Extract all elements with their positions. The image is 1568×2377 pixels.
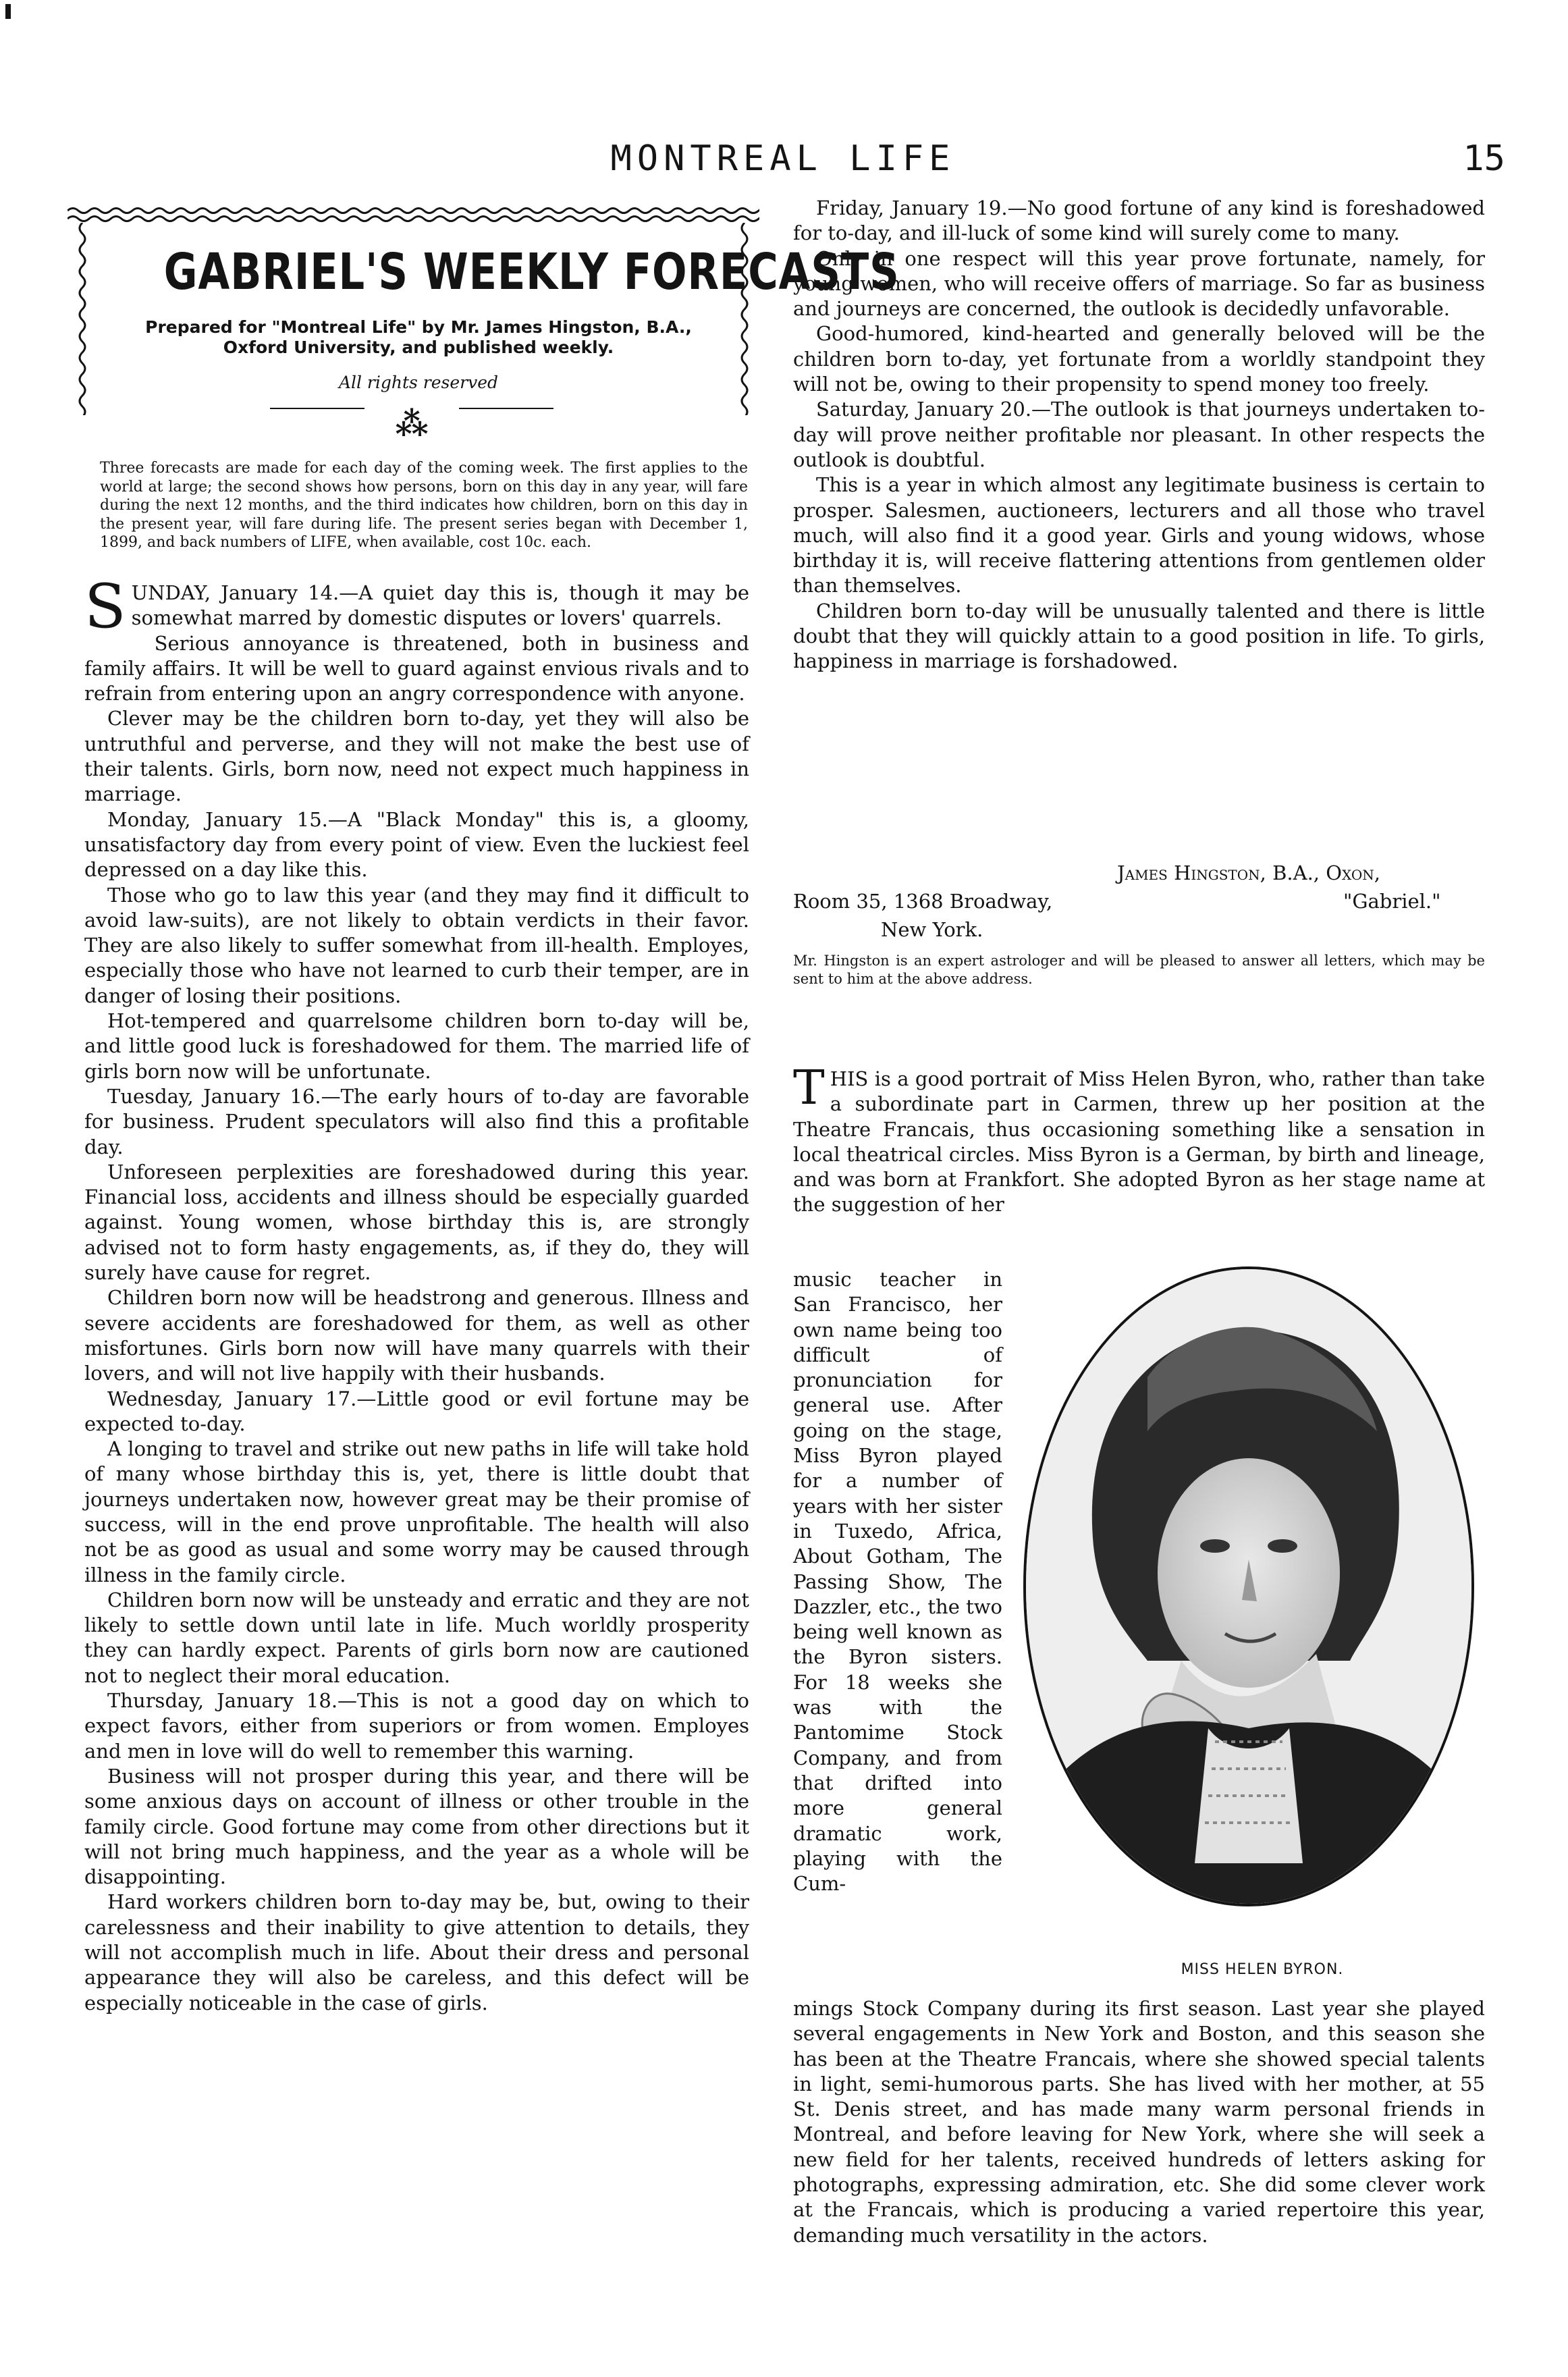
forecast-paragraph: Children born now will be headstrong and generous. Illness and severe accidents are foreshadowed for them, as well as other misfortunes. Girls born now will have many quarrels with their lovers, and will not live happily with their husbands.	[84, 1286, 749, 1385]
byron-bottom-text: mings Stock Company during its first season. Last year she played several engagements in New York and Boston, and this season she has been at the Theatre Francais, where she showed special talents in light, semi-humorous parts. She has lived with her mother, at 55 St. Denis street, and has made many warm personal friends in Montreal, and before leaving for New York, where she will seek a new field for her talents, received hundreds of letters asking for photographs, expressing admiration, etc. She did some clever work at the Francais, which is producing a varied repertoire this year, demanding much versatility in the actors.	[793, 1997, 1485, 2247]
wavy-border-left	[70, 223, 94, 415]
forecast-intro: Three forecasts are made for each day of the coming week. The first applies to the world at large; the second shows how persons, born on this day in any year, will fare during the next 12 months, and the third indicates how children, born on this day in the present year, will fare during life. The present series began with December 1, 1899, and back numbers of LIFE, when available, cost 10c. each.	[100, 460, 748, 551]
forecast-paragraph: Children born to-day will be unusually talented and there is little doubt that they will quickly attain to a good position in life. To girls, happiness in marriage is forshadowed.	[793, 599, 1485, 673]
ornament-dingbat: ⁂	[364, 405, 459, 443]
byron-article-narrow	[793, 1267, 1002, 1896]
page-number: 15	[1463, 138, 1505, 179]
forecast-paragraph: Serious annoyance is threatened, both in business and family affairs. It will be well to guard against envious rivals and to refrain from entering upon an angry correspondence with anyone.	[84, 631, 749, 705]
forecast-paragraph: Tuesday, January 16.—The early hours of to-day are favorable for business. Prudent speculators will also find this a profitable day.	[84, 1084, 749, 1158]
forecast-paragraph: Saturday, January 20.—The outlook is that journeys undertaken to-day will prove neither profitable nor pleasant. In other respects the outlook is doubtful.	[793, 398, 1485, 471]
author-address: Room 35, 1368 Broadway,	[793, 890, 1053, 913]
rights-notice: All rights reserved	[338, 373, 499, 392]
forecast-paragraph: This is a year in which almost any legitimate business is certain to prosper. Salesmen, auctioneers, lecturers and all those who travel much, will also find it a good year. Girls and young widows, whose birthday it is, will receive flattering attentions from gentlemen older than themselves.	[793, 473, 1485, 597]
drop-cap: S	[84, 571, 126, 642]
forecast-paragraph: Only in one respect will this year prove fortunate, namely, for young women, who will receive offers of marriage. So far as business and journeys are concerned, the outlook is decidedly unfavorable.	[793, 246, 1485, 321]
forecast-subtitle-line1: Prepared for "Montreal Life" by Mr. James Hingston, B.A.,	[145, 317, 692, 337]
wavy-border-top	[67, 203, 759, 227]
sunday-text: UNDAY, January 14.—A quiet day this is, though it may be somewhat marred by domestic disputes or lovers' quarrels.	[131, 581, 749, 630]
sunday-paragraph	[84, 571, 749, 642]
running-title: MONTREAL LIFE	[610, 138, 956, 179]
forecast-paragraph: Children born now will be unsteady and erratic and they are not likely to settle down until late in life. Much worldly prosperity they can hardly expect. Parents of girls born now are cautioned not to neglect their moral education.	[84, 1588, 749, 1687]
forecast-subtitle	[108, 317, 729, 358]
margin-mark	[5, 4, 11, 19]
forecast-paragraph: Those who go to law this year (and they may find it difficult to avoid law-suits), are not likely to obtain verdicts in their favor. They are also likely to suffer somewhat from ill-health. Employes, especially those who have not learned to curb their temper, are in danger of losing their positions.	[84, 883, 749, 1007]
forecast-paragraph: A longing to travel and strike out new paths in life will take hold of many whose birthday this is, yet, there is little doubt that journeys undertaken now, however great may be their promise of success, will in the end prove unprofitable. The health will also not be as good as usual and some worry may be caused through illness in the family circle.	[84, 1437, 749, 1586]
right-column	[793, 196, 1485, 674]
forecast-paragraph: Good-humored, kind-hearted and generally beloved will be the children born to-day, yet fortunate from a worldly standpoint they will not be, owing to their propensity to spend money too freely.	[793, 322, 1485, 396]
forecast-paragraph: Thursday, January 18.—This is not a good day on which to expect favors, either from superiors or from women. Employes and men in love will do well to remember this warning.	[84, 1689, 749, 1763]
portrait-caption: MISS HELEN BYRON.	[1181, 1961, 1344, 1978]
byron-paragraph	[793, 1060, 1485, 1218]
left-column	[84, 571, 749, 2016]
forecast-paragraph: Friday, January 19.—No good fortune of any kind is foreshadowed for to-day, and ill-luck of some kind will surely come to many.	[793, 196, 1485, 245]
forecast-paragraph: Unforeseen perplexities are foreshadowed during this year. Financial loss, accidents and illness should be especially guarded against. Young women, whose birthday this is, are strongly advised not to form hasty engagements, as, if they do, they will surely have cause for regret.	[84, 1160, 749, 1285]
forecast-paragraph: Hard workers children born to-day may be, but, owing to their carelessness and their inability to give attention to details, they will not accomplish much in life. About their dress and personal appearance they will also be careless, and this defect will be especially noticeable in the case of girls.	[84, 1890, 749, 2014]
forecast-subtitle-line2: Oxford University, and published weekly.	[223, 338, 614, 357]
byron-article-intro	[793, 1060, 1485, 1218]
author-name: James Hingston, B.A., Oxon,	[1117, 861, 1381, 884]
forecast-title: GABRIEL'S WEEKLY FORECASTS	[163, 243, 900, 301]
portrait-image	[1012, 1256, 1485, 1917]
forecast-paragraph: Business will not prosper during this year, and there will be some anxious days on account of illness or other trouble in the family circle. Good fortune may come from other directions but it will not bring much happiness, and the year as a whole will be disappointing.	[84, 1764, 749, 1889]
author-note: Mr. Hingston is an expert astrologer and will be pleased to answer all letters, which may be sent to him at the above address.	[793, 953, 1485, 987]
forecast-paragraph: Monday, January 15.—A "Black Monday" this is, a gloomy, unsatisfactory day from every point of view. Even the luckiest feel depressed on a day like this.	[84, 807, 749, 882]
drop-cap: T	[793, 1060, 825, 1115]
forecast-paragraph: Clever may be the children born to-day, yet they will also be untruthful and perverse, and they will not make the best use of their talents. Girls, born now, need not expect much happiness in marriage.	[84, 707, 749, 806]
author-pen-name: "Gabriel."	[1343, 890, 1441, 913]
byron-article-continued	[793, 1996, 1485, 2248]
forecast-paragraph: Wednesday, January 17.—Little good or evil fortune may be expected to-day.	[84, 1387, 749, 1435]
byron-narrow-text: music teacher in San Francisco, her own name being too difficult of pronunciation for general use. After going on the stage, Miss Byron played for a number of years with her sister in Tuxedo, Africa, About Gotham, The Passing Show, The Dazzler, etc., the two being well known as the Byron sisters. For 18 weeks she was with the Pantomime Stock Company, and from that drifted into more general dramatic work, playing with the Cum-	[793, 1268, 1003, 1896]
author-city: New York.	[881, 918, 983, 941]
forecast-paragraph: Hot-tempered and quarrelsome children born to-day will be, and little good luck is foreshadowed for them. The married life of girls born now will be unfortunate.	[84, 1009, 749, 1083]
byron-text: HIS is a good portrait of Miss Helen Byron, who, rather than take a subordinate part in Carmen, threw up her position at the Theatre Francais, thus occasioning something like a sensation in local theatrical circles. Miss Byron is a German, by birth and lineage, and was born at Frankfort. She adopted Byron as her stage name at the suggestion of her	[793, 1067, 1485, 1217]
